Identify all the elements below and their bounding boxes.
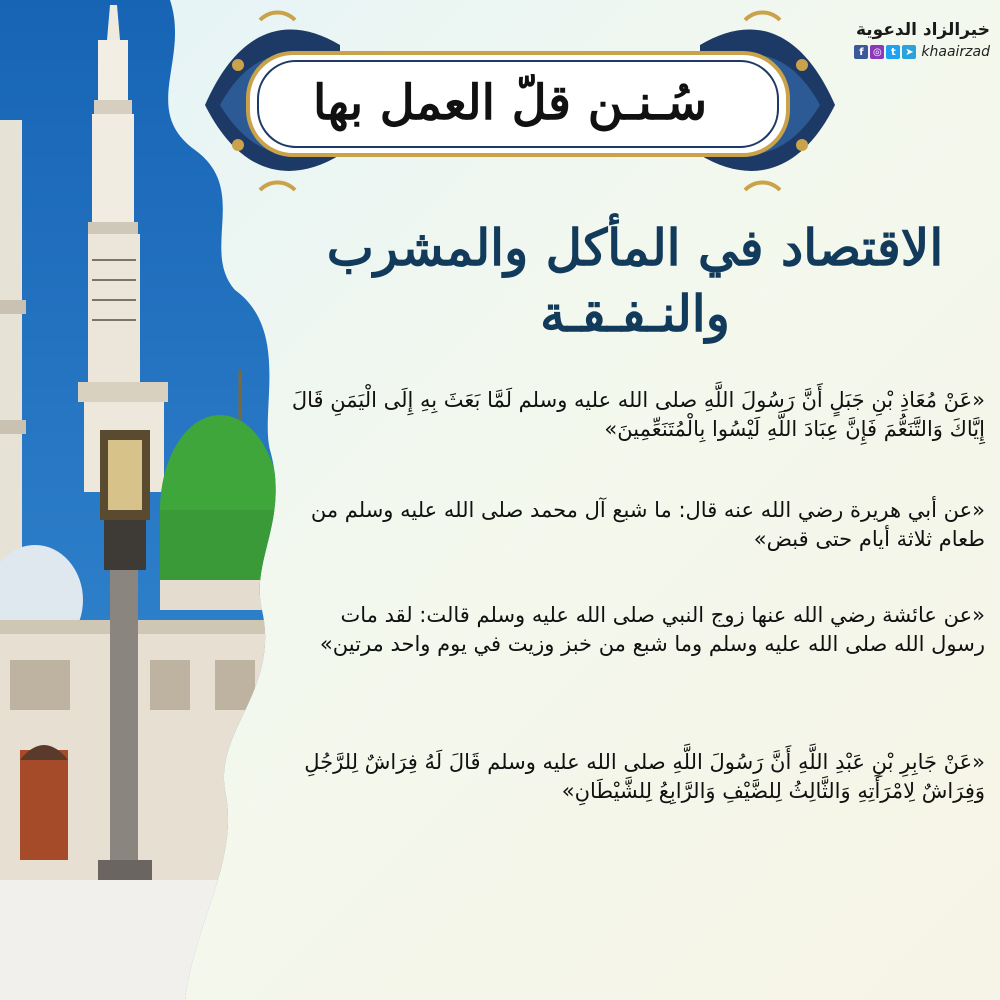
brand-handle[interactable]: khaairzad <box>921 44 990 60</box>
brand-social-row <box>854 44 990 60</box>
twitter-icon[interactable]: t <box>886 45 900 59</box>
instagram-icon[interactable]: ◎ <box>870 45 884 59</box>
hadith-muadh: «عَنْ مُعَاذِ بْنِ جَبَلٍ أَنَّ رَسُولَ اللَّهِ صلى الله عليه وسلم لَمَّا بَعَثَ بِهِ إِلَى الْيَمَنِ قَالَ إِيَّاكَ وَالتَّنَعُّمَ فَإِنَّ عِبَادَ اللَّهِ لَيْسُوا بِالْمُتَنَعِّمِينَ» <box>291 388 985 441</box>
banner-title: سُـنـن قلّ العمل بها <box>312 74 708 131</box>
brand-block <box>854 20 990 60</box>
facebook-icon[interactable]: f <box>854 45 868 59</box>
telegram-icon[interactable]: ➤ <box>902 45 916 59</box>
hadith-aisha: «عن عائشة رضي الله عنها زوج النبي صلى الله عليه وسلم قالت: لقد مات رسول الله صلى الله عليه وسلم وما شبع من خبز وزيت في يوم واحد مرتين» <box>319 603 985 656</box>
hadith-abu-hurairah: «عن أبي هريرة رضي الله عنه قال: ما شبع آل محمد صلى الله عليه وسلم من طعام ثلاثة أيام حتى قبض» <box>310 498 985 551</box>
brand-name: خيرالزاد الدعوية <box>855 20 990 40</box>
page-title: الاقتصاد في المأكل والمشرب والنـفـقـة <box>326 218 944 343</box>
hadith-jabir: «عَنْ جَابِرِ بْنِ عَبْدِ اللَّهِ أَنَّ رَسُولَ اللَّهِ صلى الله عليه وسلم قَالَ لَهُ فِرَاشٌ لِلرَّجُلِ وَفِرَاشٌ لِامْرَأَتِهِ وَالثَّالِثُ لِلضَّيْفِ وَالرَّابِعُ لِلشَّيْطَانِ» <box>304 750 985 803</box>
